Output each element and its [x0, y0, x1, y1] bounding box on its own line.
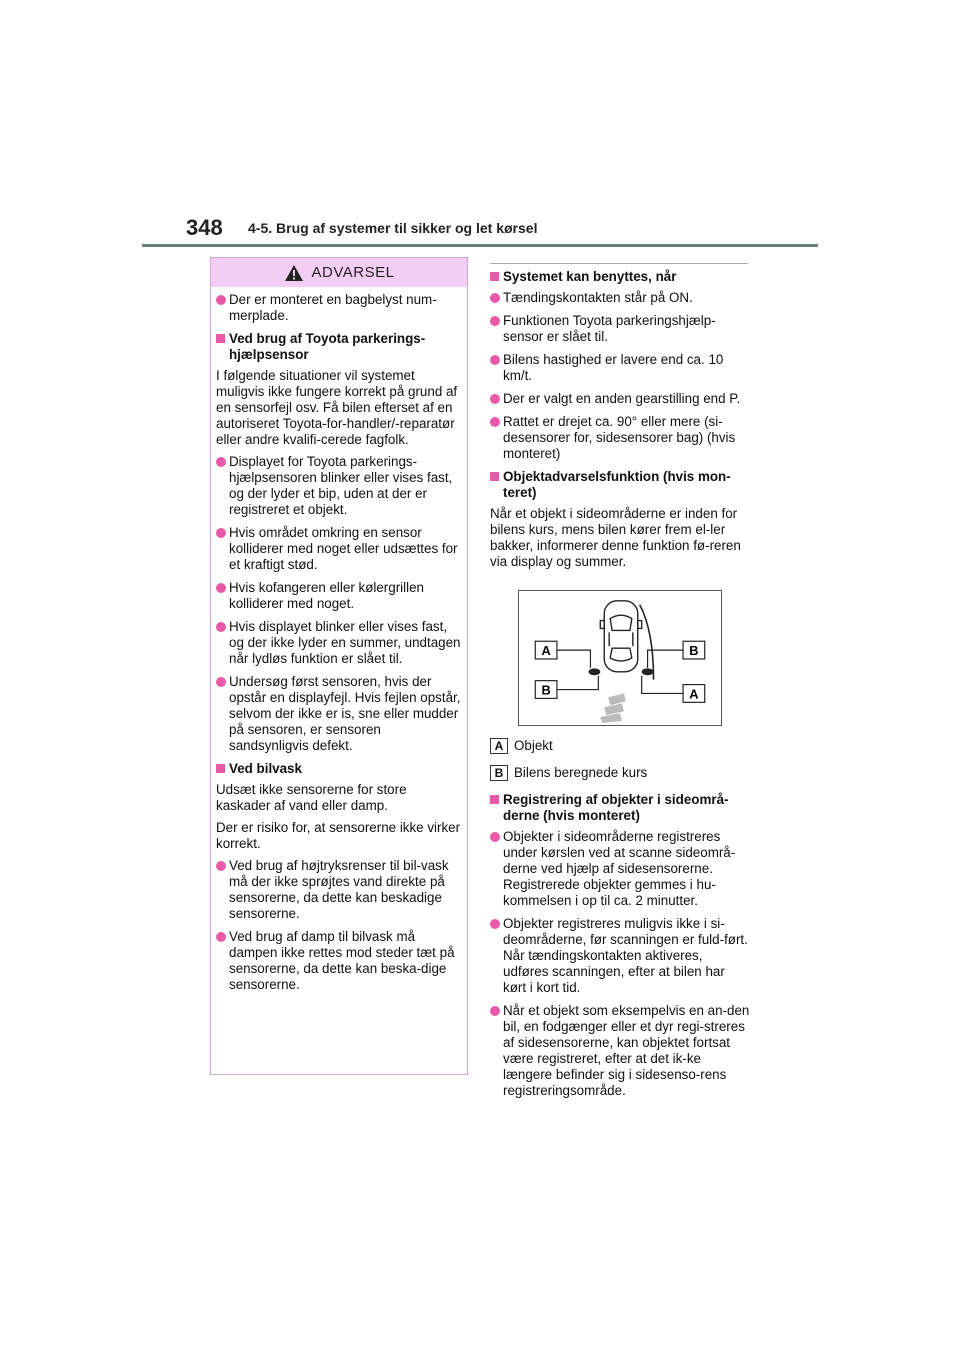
figure-label-a: A: [689, 686, 699, 702]
list-item: Funktionen Toyota parkeringshjælp-sensor er slået til.: [490, 313, 750, 345]
warning-bullet: Displayet for Toyota parkerings-hjælpsensoren blinker eller vises fast, og der lyder et bip, uden at der er registreret et objekt.: [216, 454, 462, 518]
legend-text: Objekt: [514, 738, 553, 753]
list-item: Bilens hastighed er lavere end ca. 10 km/t.: [490, 352, 750, 384]
warning-header: [211, 258, 467, 287]
warning-paragraph: I følgende situationer vil systemet muligvis ikke fungere korrekt på grund af en sensorfejl osv. Få bilen efterset af en autoriseret Toyota-for-handler/-reparatør eller andre kvalifi-cerede fagfolk.: [216, 368, 458, 447]
warning-body: [211, 287, 467, 993]
figure-label-a: A: [541, 643, 551, 659]
section-heading: Systemet kan benyttes, når: [490, 269, 750, 285]
page-header: [0, 0, 960, 250]
warning-triangle-icon: [284, 264, 304, 282]
warning-bullet: Hvis displayet blinker eller vises fast, og der ikke lyder en summer, undtagen når lydløs funktion er slået til.: [216, 619, 462, 667]
legend-key: B: [490, 765, 508, 781]
warning-bullet: Ved brug af højtryksrenser til bil-vask må der ikke sprøjtes vand direkte på sensorerne, da dette kan beskadige sensorerne.: [216, 858, 462, 922]
figure-label-b: B: [541, 682, 551, 698]
legend-item: [490, 765, 750, 781]
warning-paragraph: Udsæt ikke sensorerne for store kaskader af vand eller damp.: [216, 782, 407, 813]
list-item: Objekter i sideområderne registreres under kørslen ved at scanne sideområ-derne ved hjælp af sidesensorerne. Registrerede objekter gemmes i hu-kommelsen i op til ca. 2 minutter.: [490, 829, 750, 909]
header-rule: [142, 244, 818, 247]
list-item: Når et objekt som eksempelvis en an-den bil, en fodgænger eller et dyr regi-streres af sidesensorerne, kan objektet fortsat være registreret, efter at det ik-ke længere befinder sig i sidesenso-rens registreringsområde.: [490, 1003, 750, 1099]
legend-item: [490, 738, 750, 754]
list-item: Objekter registreres muligvis ikke i si-deområderne, før scanningen er fuld-ført. Når tændingskontakten aktiveres, udføres scanningen, efter at bilen har kørt i kort tid.: [490, 916, 750, 996]
warning-bullet: Ved brug af damp til bilvask må dampen ikke rettes mod steder tæt på sensorerne, da dette kan beska-dige sensorerne.: [216, 929, 462, 993]
car-top-view-icon: [600, 601, 641, 672]
list-item: Tændingskontakten står på ON.: [490, 290, 750, 306]
warning-heading: Ved brug af Toyota parkerings-hjælpsensor: [216, 331, 462, 363]
page-number: 348: [186, 215, 223, 240]
warning-bullet: Hvis området omkring en sensor kolliderer med noget eller udsættes for et kraftigt stød.: [216, 525, 462, 573]
right-column: [490, 263, 750, 1106]
reverse-direction-arrow-icon: [600, 693, 626, 723]
warning-heading: Ved bilvask: [216, 761, 462, 777]
legend-key: A: [490, 738, 508, 754]
warning-bullet: Der er monteret en bagbelyst num-merplade.: [216, 292, 462, 324]
legend-text: Bilens beregnede kurs: [514, 765, 648, 780]
section-heading: Registrering af objekter i sideområ-derne (hvis monteret): [490, 792, 750, 824]
column-rule: [490, 263, 748, 264]
warning-box: [210, 257, 468, 1075]
warning-bullet: Hvis kofangeren eller kølergrillen kolliderer med noget.: [216, 580, 462, 612]
warning-title: ADVARSEL: [311, 264, 395, 281]
car-sensor-figure: [518, 590, 722, 726]
section-title: 4-5. Brug af systemer til sikker og let kørsel: [248, 220, 538, 236]
list-item: Rattet er drejet ca. 90° eller mere (si-desensorer for, sidesensorer bag) (hvis monteret): [490, 414, 750, 462]
section-heading: Objektadvarselsfunktion (hvis mon-teret): [490, 469, 750, 501]
warning-paragraph: Der er risiko for, at sensorerne ikke virker korrekt.: [216, 820, 461, 851]
paragraph: Når et objekt i sideområderne er inden for bilens kurs, mens bilen kører frem el-ler bakker, informerer denne funktion fø-reren via display og summer.: [490, 506, 741, 569]
figure-label-b: B: [689, 643, 699, 659]
list-item: Der er valgt en anden gearstilling end P.: [490, 391, 750, 407]
warning-bullet: Undersøg først sensoren, hvis der opstår en displayfejl. Hvis fejlen opstår, selvom der ikke er is, sne eller mudder på sensoren, er sensoren sandsynligvis defekt.: [216, 674, 462, 754]
